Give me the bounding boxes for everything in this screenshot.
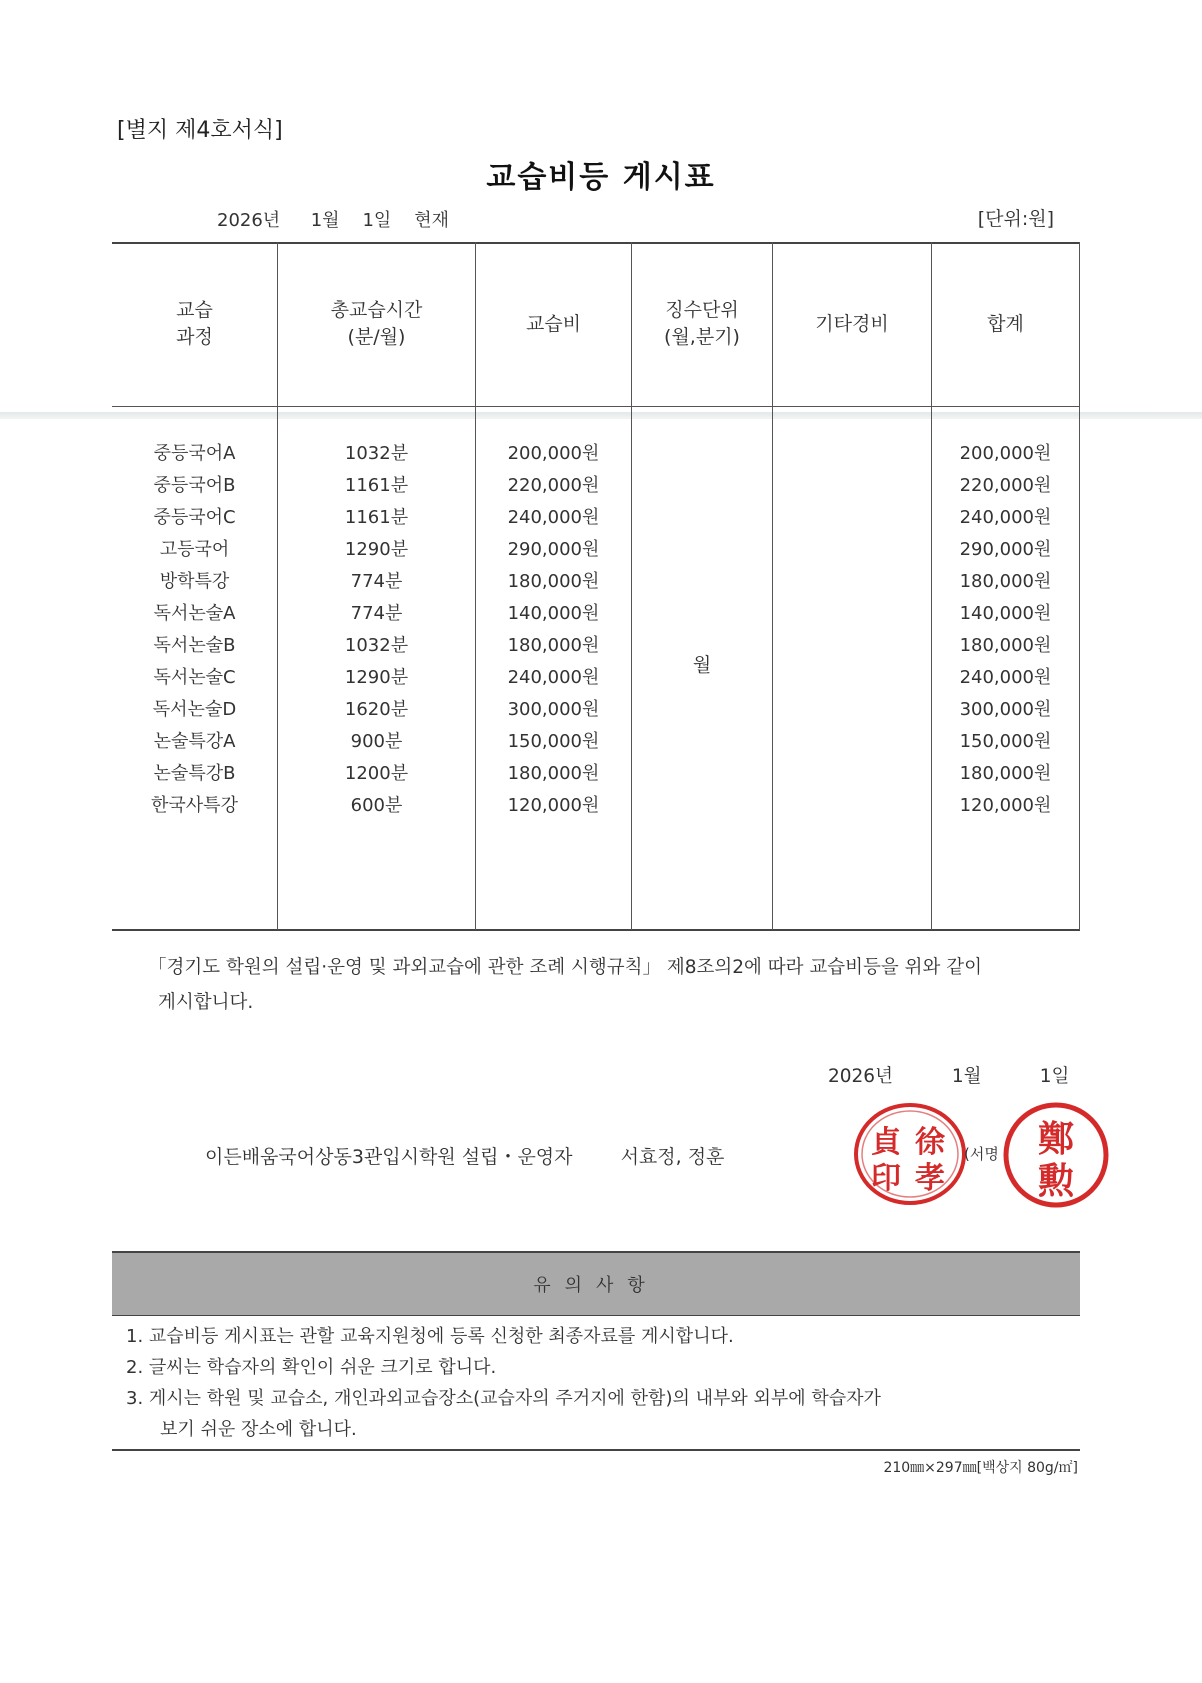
total-cell: 240,000원 bbox=[959, 507, 1052, 528]
time-cell: 774분 bbox=[350, 603, 403, 624]
fee-cell: 220,000원 bbox=[507, 475, 600, 496]
time-cell: 1032분 bbox=[344, 443, 409, 464]
fee-cell: 120,000원 bbox=[507, 795, 600, 816]
seal-char: 徐 bbox=[915, 1125, 945, 1160]
course-column bbox=[112, 438, 277, 822]
total-cell: 240,000원 bbox=[959, 667, 1052, 688]
table-bottom-border bbox=[112, 929, 1080, 931]
time-cell: 1161분 bbox=[344, 475, 409, 496]
header-collection-unit: 징수단위 (월,분기) bbox=[664, 299, 740, 348]
signature-hint: (서명 bbox=[964, 1145, 999, 1163]
notice-list bbox=[126, 1321, 1078, 1445]
total-cell: 150,000원 bbox=[959, 731, 1052, 752]
seal-char: 印 bbox=[871, 1161, 901, 1196]
header-other-costs: 기타경비 bbox=[815, 312, 889, 335]
notice-header: 유의사항 bbox=[112, 1251, 1080, 1316]
course-cell: 방학특강 bbox=[159, 571, 230, 592]
total-cell: 180,000원 bbox=[959, 635, 1052, 656]
notice-item-continuation: 보기 쉬운 장소에 합니다. bbox=[160, 1419, 357, 1440]
total-cell: 290,000원 bbox=[959, 539, 1052, 560]
notice-bottom-border bbox=[112, 1449, 1080, 1451]
time-cell: 1200분 bbox=[344, 763, 409, 784]
fee-cell: 180,000원 bbox=[507, 763, 600, 784]
course-cell: 중등국어C bbox=[153, 507, 236, 528]
fee-column bbox=[476, 438, 631, 822]
header-total: 합계 bbox=[987, 312, 1024, 335]
total-cell: 220,000원 bbox=[959, 475, 1052, 496]
seal-char: 孝 bbox=[915, 1161, 945, 1196]
time-cell: 1290분 bbox=[344, 667, 409, 688]
academy-operator: 이든배움국어상동3관입시학원 설립・운영자 bbox=[205, 1146, 573, 1168]
course-cell: 한국사특강 bbox=[151, 795, 238, 816]
course-cell: 독서논술C bbox=[153, 667, 236, 688]
total-cell: 300,000원 bbox=[959, 699, 1052, 720]
sign-day: 1일 bbox=[1039, 1066, 1070, 1087]
table-header-separator bbox=[112, 406, 1080, 407]
header-fee: 교습비 bbox=[525, 312, 582, 335]
seal-jeong-icon bbox=[1000, 1101, 1112, 1209]
legal-statement-line2: 게시합니다. bbox=[158, 992, 254, 1013]
fee-cell: 240,000원 bbox=[507, 507, 600, 528]
course-cell: 논술특강B bbox=[153, 763, 236, 784]
fee-cell: 300,000원 bbox=[507, 699, 600, 720]
time-cell: 1032분 bbox=[344, 635, 409, 656]
fee-cell: 290,000원 bbox=[507, 539, 600, 560]
table-right-border bbox=[1079, 242, 1080, 930]
notice-item: 1. 교습비등 게시표는 관할 교육지원청에 등록 신청한 최종자료를 게시합니다. bbox=[126, 1326, 734, 1347]
fee-cell: 180,000원 bbox=[507, 635, 600, 656]
header-course: 교습 과정 bbox=[176, 299, 213, 348]
total-cell: 180,000원 bbox=[959, 571, 1052, 592]
sign-month: 1월 bbox=[951, 1066, 982, 1087]
fee-cell: 240,000원 bbox=[507, 667, 600, 688]
fee-cell: 180,000원 bbox=[507, 571, 600, 592]
course-cell: 고등국어 bbox=[159, 539, 230, 560]
total-cell: 200,000원 bbox=[959, 443, 1052, 464]
paper-spec: 210㎜×297㎜[백상지 80g/㎡] bbox=[883, 1460, 1078, 1476]
as-of-month: 1월 bbox=[310, 210, 340, 231]
fee-cell: 200,000원 bbox=[507, 443, 600, 464]
notice-item: 3. 게시는 학원 및 교습소, 개인과외교습장소(교습자의 주거지에 한함)의 내부와 외부에 학습자가 bbox=[126, 1388, 881, 1409]
time-cell: 900분 bbox=[350, 731, 403, 752]
fee-cell: 140,000원 bbox=[507, 603, 600, 624]
seal-char: 貞 bbox=[871, 1125, 901, 1160]
time-cell: 1620분 bbox=[344, 699, 409, 720]
signature-date bbox=[828, 1062, 1069, 1088]
fee-cell: 150,000원 bbox=[507, 731, 600, 752]
legal-statement-line1: 「경기도 학원의 설립·운영 및 과외교습에 관한 조례 시행규칙」 제8조의2에 따라 교습비등을 위와 같이 bbox=[148, 957, 982, 978]
form-number: [별지 제4호서식] bbox=[117, 118, 283, 143]
course-cell: 독서논술B bbox=[153, 635, 236, 656]
time-cell: 600분 bbox=[350, 795, 403, 816]
course-cell: 독서논술A bbox=[153, 603, 236, 624]
sign-year: 2026년 bbox=[828, 1066, 893, 1087]
as-of-suffix: 현재 bbox=[414, 210, 449, 231]
notice-item: 2. 글씨는 학습자의 확인이 쉬운 크기로 합니다. bbox=[126, 1357, 497, 1378]
total-cell: 120,000원 bbox=[959, 795, 1052, 816]
unit-label: [단위:원] bbox=[977, 208, 1054, 230]
time-cell: 1290분 bbox=[344, 539, 409, 560]
operator-line bbox=[205, 1142, 724, 1169]
seal-char: 勲 bbox=[1037, 1160, 1075, 1202]
as-of-year: 2026년 bbox=[217, 210, 281, 231]
time-cell: 774분 bbox=[350, 571, 403, 592]
page-title: 교습비등 게시표 bbox=[486, 160, 716, 195]
as-of-date bbox=[217, 206, 449, 232]
header-total-time: 총교습시간 (분/월) bbox=[330, 299, 423, 348]
course-cell: 중등국어A bbox=[153, 443, 236, 464]
collection-unit-cell: 월 bbox=[692, 654, 712, 676]
operator-names: 서효정, 정훈 bbox=[620, 1146, 725, 1168]
total-column bbox=[932, 438, 1079, 822]
seal-seo-icon bbox=[850, 1100, 970, 1208]
seal-char: 鄭 bbox=[1037, 1118, 1075, 1160]
scan-band bbox=[0, 412, 1202, 419]
as-of-day: 1일 bbox=[362, 210, 392, 231]
total-cell: 180,000원 bbox=[959, 763, 1052, 784]
total-cell: 140,000원 bbox=[959, 603, 1052, 624]
course-cell: 독서논술D bbox=[152, 699, 237, 720]
time-column bbox=[278, 438, 475, 822]
legal-statement bbox=[148, 950, 1078, 1020]
course-cell: 중등국어B bbox=[153, 475, 236, 496]
time-cell: 1161분 bbox=[344, 507, 409, 528]
course-cell: 논술특강A bbox=[153, 731, 236, 752]
